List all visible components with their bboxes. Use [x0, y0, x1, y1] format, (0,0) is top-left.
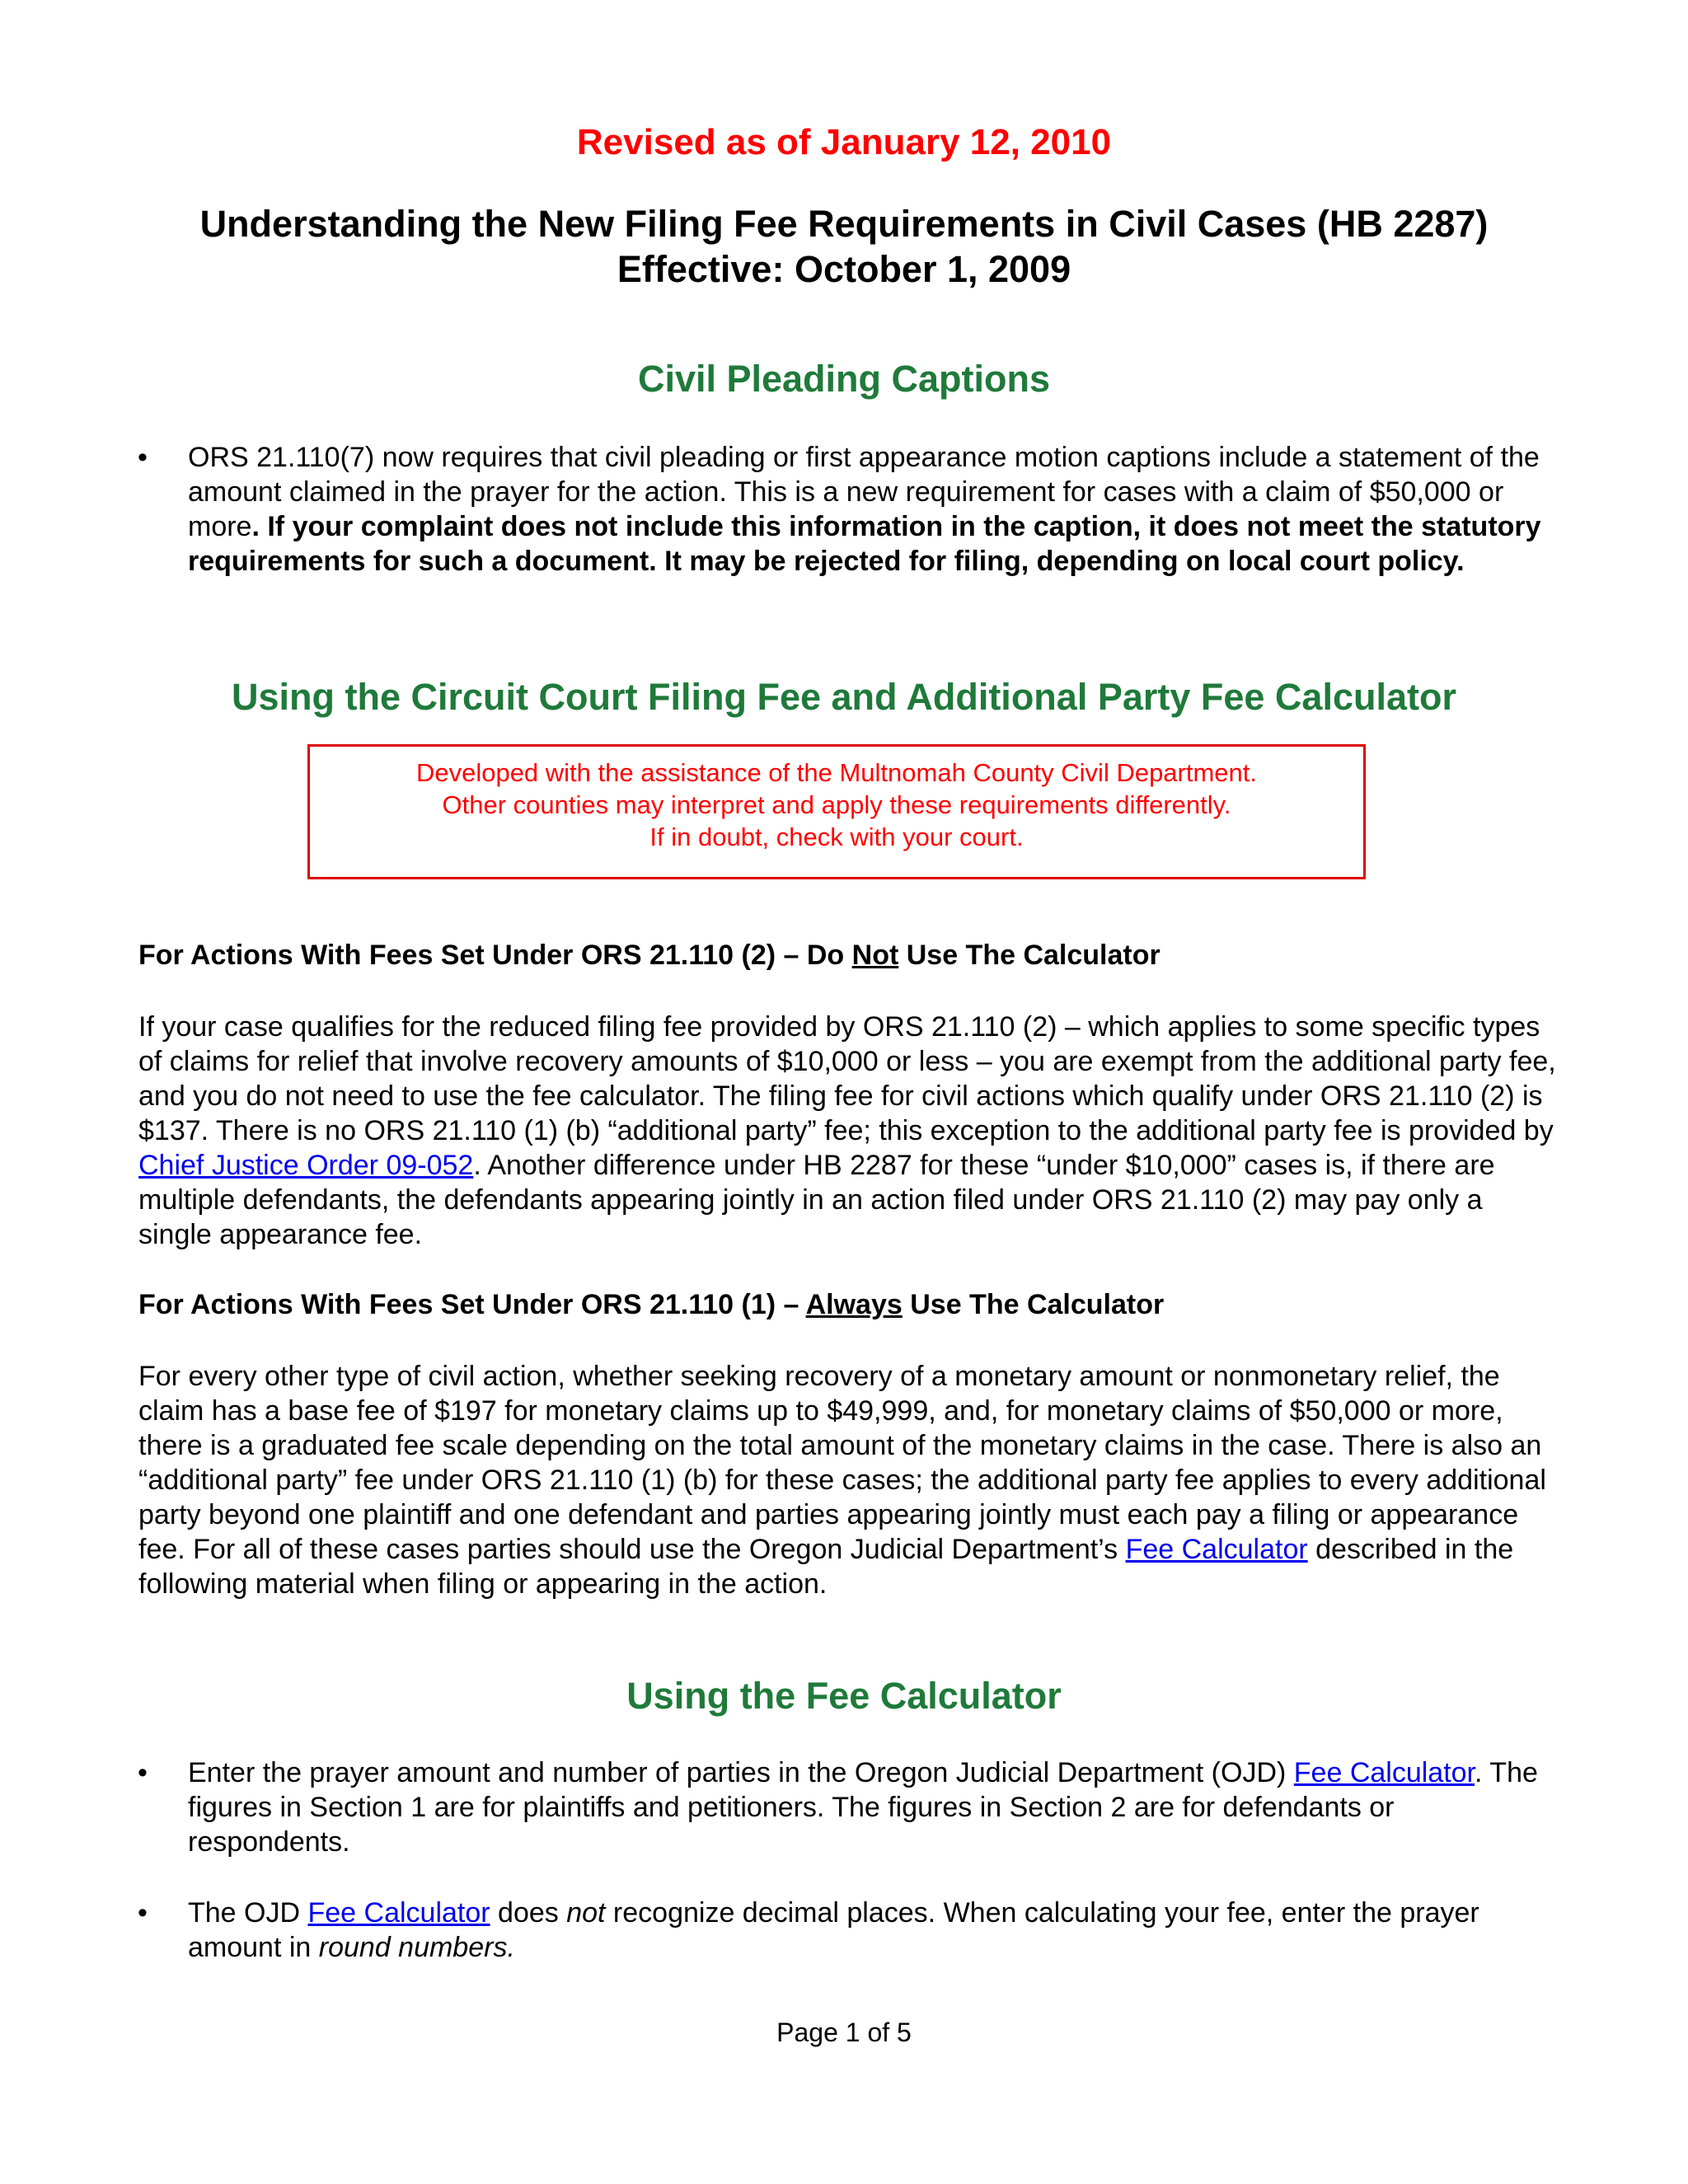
- subheading-text: Use The Calculator: [902, 1289, 1165, 1320]
- bullet-text-normal: The OJD: [188, 1897, 308, 1929]
- paragraph-text: If your case qualifies for the reduced filing fee provided by ORS 21.110 (2) – which applies to some specific types of claims for relief that involve recovery amounts of $10,000 or less – you are exempt from the additional party fee, and you do not need to use the fee calculator. The filing fee for civil actions which qualify under ORS 21.110 (2) is $137. There is no ORS 21.110 (1) (b) “additional party” fee; this exception to the additional party fee is provided by: [138, 1011, 1556, 1146]
- bullet-text: [188, 1896, 1555, 1965]
- bullet-text: [188, 1755, 1555, 1859]
- document-title: [82, 201, 1606, 292]
- bullet-text-normal: Enter the prayer amount and number of parties in the Oregon Judicial Department (OJD): [188, 1757, 1294, 1788]
- bullet-icon: •: [138, 1757, 148, 1788]
- heading-civil-pleading-captions: Civil Pleading Captions: [637, 358, 1051, 400]
- notice-line-1: Developed with the assistance of the Multnomah County Civil Department.: [415, 758, 1258, 787]
- link-chief-justice-order[interactable]: Chief Justice Order 09-052: [138, 1150, 474, 1181]
- bullet-icon: •: [138, 442, 148, 473]
- link-fee-calculator[interactable]: Fee Calculator: [307, 1897, 490, 1929]
- bullet-item-enter-prayer: [138, 1755, 1555, 1859]
- paragraph-ors-21110-1: [138, 1359, 1556, 1601]
- bullet-icon: •: [138, 1897, 148, 1929]
- paragraph-text: For every other type of civil action, whether seeking recovery of a monetary amount or nonmonetary relief, the claim has a base fee of $197 for monetary claims up to $49,999, and, for monetary claims of $50,000 or more, there is a graduated fee scale depending on the total amount of the monetary claims in the case. There is also an “additional party” fee under ORS 21.110 (1) (b) for these cases; the additional party fee applies to every additional party beyond one plaintiff and one defendant and parties appearing jointly must each pay a filing or appearance fee. For all of these cases parties should use the Oregon Judicial Department’s: [138, 1361, 1546, 1565]
- subheading-underlined: Always: [805, 1289, 903, 1320]
- bullet-text-italic: round numbers.: [318, 1932, 515, 1963]
- link-fee-calculator[interactable]: Fee Calculator: [1293, 1757, 1475, 1788]
- paragraph-text: . Another difference under HB 2287 for these “under $10,000” cases is, if there are multiple defendants, the defendants appearing jointly in an action filed under ORS 21.110 (2) may pay only a single appearance fee.: [138, 1150, 1495, 1250]
- bullet-item-decimal-places: [138, 1896, 1555, 1965]
- notice-box: [307, 744, 1366, 879]
- notice-line-3: If in doubt, check with your court.: [649, 823, 1024, 851]
- heading-using-fee-calculator: Using the Fee Calculator: [626, 1675, 1062, 1717]
- paragraph-ors-21110-2: [138, 1010, 1556, 1252]
- heading-fee-calculator-intro: Using the Circuit Court Filing Fee and Additional Party Fee Calculator: [232, 676, 1456, 718]
- bullet-text-italic: not: [566, 1897, 606, 1929]
- title-line-1: Understanding the New Filing Fee Requirements in Civil Cases (HB 2287): [199, 203, 1489, 245]
- subheading-ors-21110-2: [138, 940, 1160, 972]
- notice-line-2: Other counties may interpret and apply these requirements differently.: [442, 790, 1231, 819]
- bullet-text-normal: does: [490, 1897, 567, 1929]
- bullet-text-normal: recognize decimal places. When calculating your fee, enter the prayer amount in: [188, 1897, 1479, 1963]
- subheading-underlined: Not: [851, 940, 899, 971]
- bullet-text-normal: . The figures in Section 1 are for plaintiffs and petitioners. The figures in Section 2 are for defendants or respondents.: [188, 1757, 1538, 1858]
- bullet-text-bold: . If your complaint does not include this information in the caption, it does not meet the statutory requirements for such a document. It may be rejected for filing, depending on local court policy.: [188, 511, 1541, 577]
- bullet-item-captions: [138, 440, 1555, 579]
- page-number: Page 1 of 5: [776, 2018, 912, 2047]
- bullet-text-normal: ORS 21.110(7) now requires that civil pleading or first appearance motion captions include a statement of the amount claimed in the prayer for the action. This is a new requirement for cases with a claim of $50,000 or more: [188, 442, 1540, 542]
- subheading-text: Use The Calculator: [898, 940, 1160, 971]
- bullet-text: [188, 440, 1555, 579]
- subheading-text: For Actions With Fees Set Under ORS 21.110 (2) – Do: [138, 940, 852, 971]
- title-line-2: Effective: October 1, 2009: [617, 248, 1071, 290]
- subheading-text: For Actions With Fees Set Under ORS 21.110 (1) –: [138, 1289, 806, 1320]
- revised-date-heading: Revised as of January 12, 2010: [576, 122, 1112, 162]
- paragraph-text: described in the following material when filing or appearing in the action.: [138, 1534, 1514, 1600]
- subheading-ors-21110-1: [138, 1289, 1164, 1321]
- link-fee-calculator[interactable]: Fee Calculator: [1125, 1534, 1308, 1565]
